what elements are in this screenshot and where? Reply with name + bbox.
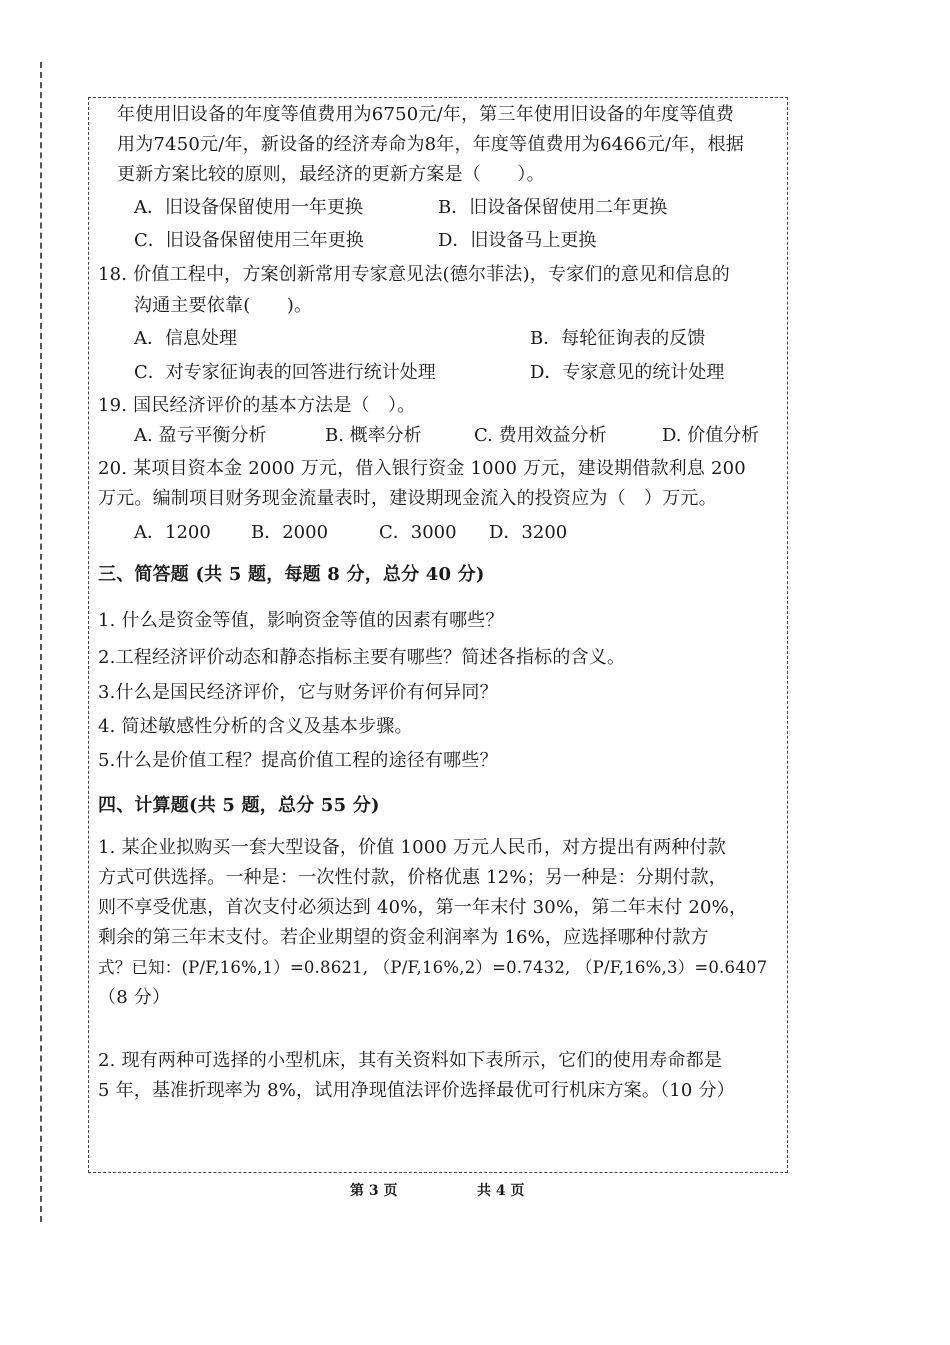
q17-option-d: D．旧设备马上更换 [438, 230, 597, 251]
q20-option-c: C．3000 [379, 522, 457, 543]
q17-line-2: 用为7450元/年，新设备的经济寿命为8年，年度等值费用为6466元/年，根据 [117, 134, 744, 155]
q20-line-1: 20. 某项目资本金 2000 万元，借入银行资金 1000 万元，建设期借款利息 200 [98, 458, 746, 479]
q18-option-a: A．信息处理 [134, 328, 237, 349]
q18-option-d: D．专家意见的统计处理 [530, 362, 725, 383]
footer-page-number: 第 3 页 [350, 1183, 398, 1199]
answer-frame [88, 97, 788, 1173]
q17-option-a: A．旧设备保留使用一年更换 [134, 197, 363, 218]
q19-option-d: D. 价值分析 [662, 425, 760, 446]
q19-option-c: C. 费用效益分析 [474, 425, 607, 446]
section3-item-5: 5.什么是价值工程？提高价值工程的途径有哪些？ [98, 750, 498, 771]
q18-option-c: C．对专家征询表的回答进行统计处理 [134, 362, 436, 383]
section4-title: 四、计算题(共 5 题，总分 55 分) [98, 795, 380, 816]
q17-line-1: 年使用旧设备的年度等值费用为6750元/年，第三年使用旧设备的年度等值费 [117, 104, 735, 125]
section4-q2-line-2: 5 年，基准折现率为 8%，试用净现值法评价选择最优可行机床方案。（10 分） [98, 1080, 735, 1101]
q20-option-a: A．1200 [134, 522, 211, 543]
section3-title: 三、简答题 (共 5 题，每题 8 分，总分 40 分) [98, 564, 485, 585]
section4-q1-line-2: 方式可供选择。一种是：一次性付款，价格优惠 12%；另一种是：分期付款， [98, 867, 727, 888]
section3-item-2: 2.工程经济评价动态和静态指标主要有哪些？简述各指标的含义。 [98, 647, 626, 668]
q18-option-b: B．每轮征询表的反馈 [530, 328, 706, 349]
section3-item-4: 4. 简述敏感性分析的含义及基本步骤。 [98, 716, 413, 737]
section3-item-1: 1. 什么是资金等值，影响资金等值的因素有哪些？ [98, 610, 504, 631]
q17-option-b: B．旧设备保留使用二年更换 [438, 197, 668, 218]
footer-total-pages: 共 4 页 [477, 1183, 525, 1199]
q19-option-a: A. 盈亏平衡分析 [134, 425, 267, 446]
section4-q1-line-6: （8 分） [98, 987, 171, 1008]
section4-q1-line-4: 剩余的第三年末支付。若企业期望的资金利润率为 16%，应选择哪种付款方 [98, 927, 709, 948]
q19-option-b: B. 概率分析 [325, 425, 422, 446]
section4-q1-line-1: 1. 某企业拟购买一套大型设备，价值 1000 万元人民币，对方提出有两种付款 [98, 837, 726, 858]
q18-line-2: 沟通主要依靠( )。 [134, 295, 313, 316]
section4-q1-line-5: 式？已知：(P/F,16%,1）=0.8621, （P/F,16%,2）=0.7432, （P/F,16%,3）=0.6407 [98, 958, 768, 977]
q17-line-3: 更新方案比较的原则，最经济的更新方案是（ ）。 [117, 164, 545, 185]
section4-q1-line-3: 则不享受优惠，首次支付必须达到 40%，第一年末付 30%，第二年末付 20%， [98, 897, 748, 918]
q19-line-1: 19. 国民经济评价的基本方法是（ ）。 [98, 395, 416, 416]
q20-option-d: D．3200 [489, 522, 568, 543]
q17-option-c: C．旧设备保留使用三年更换 [134, 230, 364, 251]
section4-q2-line-1: 2. 现有两种可选择的小型机床，其有关资料如下表所示，它们的使用寿命都是 [98, 1050, 723, 1071]
q20-line-2: 万元。编制项目财务现金流量表时，建设期现金流入的投资应为（ ）万元。 [98, 488, 717, 509]
q18-line-1: 18. 价值工程中，方案创新常用专家意见法(德尔菲法)，专家们的意见和信息的 [98, 264, 730, 285]
section3-item-3: 3.什么是国民经济评价，它与财务评价有何异同？ [98, 682, 498, 703]
q20-option-b: B．2000 [251, 522, 329, 543]
binding-dashed-line [40, 62, 42, 1222]
